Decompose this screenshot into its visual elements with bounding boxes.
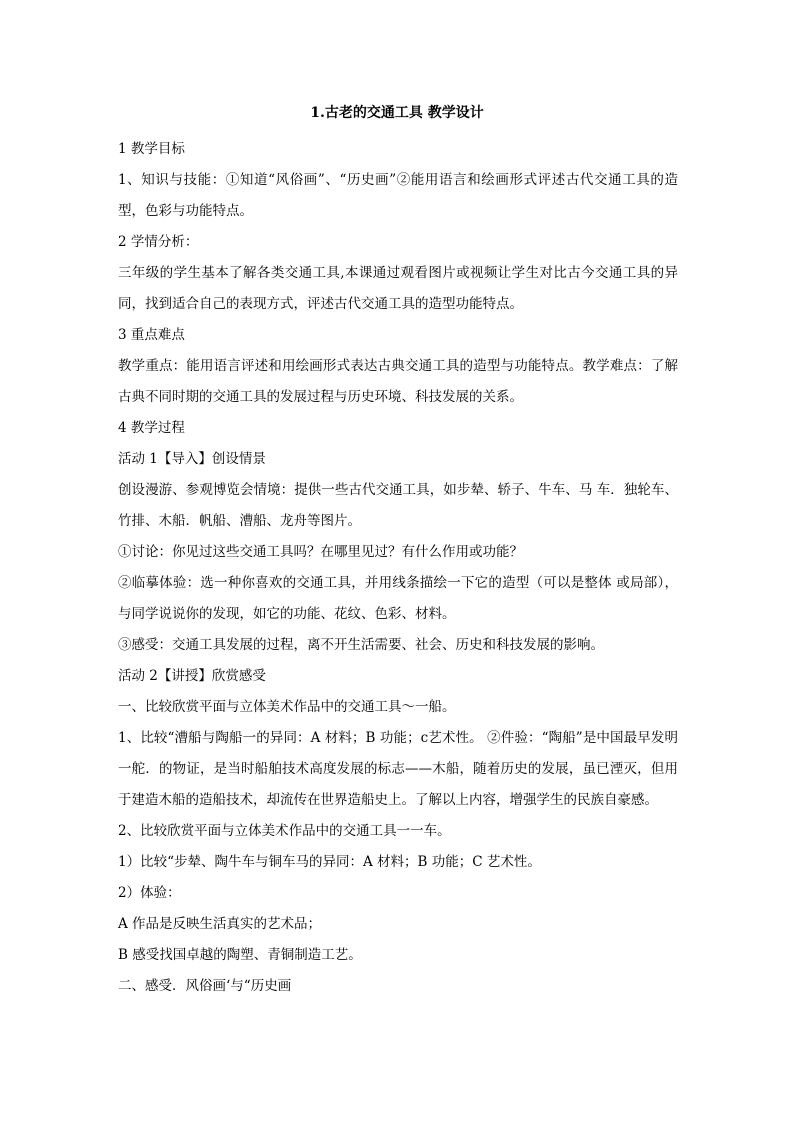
paragraph-experience: 2）体验： xyxy=(118,885,181,901)
paragraph-heading-key-points: 3 重点难点 xyxy=(118,327,185,343)
paragraph-compare-boat: 一、比较欣赏平面与立体美术作品中的交通工具～一船。 xyxy=(118,699,456,715)
paragraph-heading-objectives: 1 教学目标 xyxy=(118,141,185,157)
paragraph-genre-painting: 二、感受．风俗画‘与“历史画 xyxy=(118,978,292,994)
paragraph-activity-2: 活动 2【讲授】欣赏感受 xyxy=(118,668,266,684)
paragraph-copy-experience: ②临摹体验：选一种你喜欢的交通工具，并用线条描绘一下它的造型（可以是整体 或局部），与同学说说你的发现，如它的功能、花纹、色彩、材料。 xyxy=(118,575,678,622)
document-title: 1.古老的交通工具 教学设计 xyxy=(310,105,484,121)
paragraph-knowledge-skills: 1、知识与技能：①知道“风俗画”、“历史画”②能用语言和绘画形式评述古代交通工具的造型，色彩与功能特点。 xyxy=(118,172,678,219)
paragraph-experience-a: A 作品是反映生活真实的艺术品； xyxy=(118,916,322,932)
paragraph-discussion: ①讨论：你见过这些交通工具吗？在哪里见过？有什么作用或功能？ xyxy=(118,544,523,560)
paragraph-boat-details: 1、比较“漕船与陶船一的异同：A 材料；B 功能；c艺术性。 ②件验：“陶船”是中国最早发明一舵．的物证，是当时船舶技术高度发展的标志——木船，随着历史的发展，虽已湮灭，但用于建造木船的造船技术，却流传在世界造船史上。了解以上内容，增强学生的民族自豪感。 xyxy=(118,730,678,808)
paragraph-heading-process: 4 教学过程 xyxy=(118,420,185,436)
paragraph-student-analysis: 三年级的学生基本了解各类交通工具,本课通过观看图片或视频让学生对比古今交通工具的异同，找到适合自己的表现方式，评述古代交通工具的造型功能特点。 xyxy=(118,265,678,312)
document-body xyxy=(118,134,678,1002)
paragraph-key-points: 教学重点：能用语言评述和用绘画形式表达古典交通工具的造型与功能特点。教学难点：了解古典不同时期的交通工具的发展过程与历史环境、科技发展的关系。 xyxy=(118,358,678,405)
paragraph-heading-analysis: 2 学情分析： xyxy=(118,234,199,250)
paragraph-compare-car: 2、比较欣赏平面与立体美术作品中的交通工具一一车。 xyxy=(118,823,451,839)
paragraph-feeling: ③感受：交通工具发展的过程，离不开生活需要、社会、历史和科技发展的影响。 xyxy=(118,637,604,653)
paragraph-compare-car-items: 1）比较“步辇、陶牛车与铜车马的异同：A 材料；B 功能；C 艺术性。 xyxy=(118,854,541,870)
paragraph-scenario: 创设漫游、参观博览会情境：提供一些古代交通工具，如步辇、轿子、牛车、马 车．独轮车、竹排、木船．帆船、漕船、龙舟等图片。 xyxy=(118,482,678,529)
paragraph-experience-b: B 感受找国卓越的陶塑、青铜制造工艺。 xyxy=(118,947,362,963)
paragraph-activity-1: 活动 1【导入】创设情景 xyxy=(118,451,266,467)
